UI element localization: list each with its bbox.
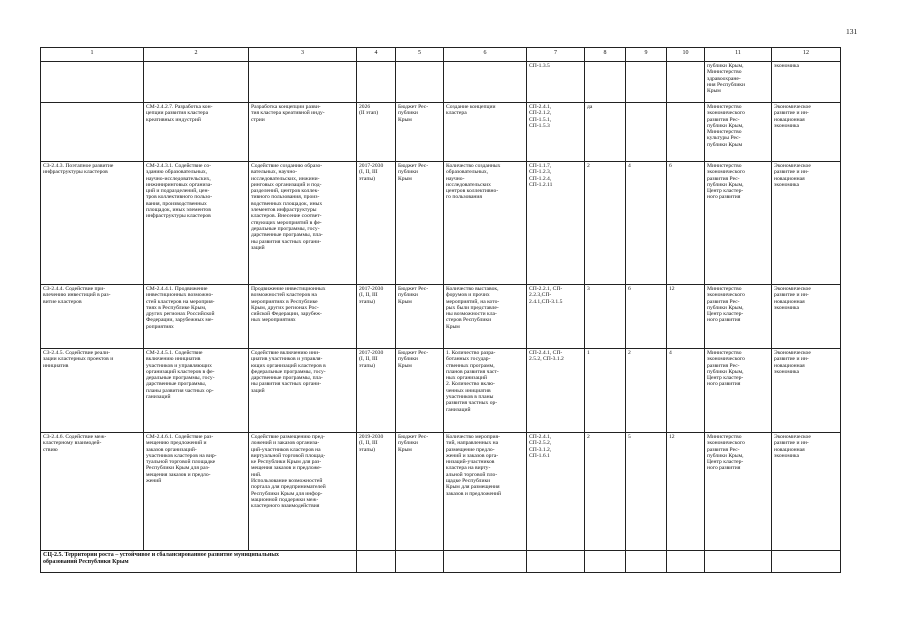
table-cell [527, 551, 585, 573]
table-cell: Министерство экономического развития Рес- публики Крым, Центр кластер- ного развития [705, 162, 772, 285]
table-cell: Количество мероприя- тий, направленных на размещение предло- жений и заказов орга- низаций-участников кластера на вирту- альной торговой пло- щадке Республики Крым для размещения заказов и предложений [444, 433, 527, 551]
table-cell [585, 551, 626, 573]
column-number: 4 [357, 48, 396, 62]
table-row [41, 103, 841, 162]
column-number: 7 [527, 48, 585, 62]
table-cell: СП-1.3.5 [527, 62, 585, 103]
table-cell: 4 [667, 349, 705, 433]
table-cell: СМ-2.4.6.1. Содействие раз- мещению предложений и заказов организаций- участников кластеров на вир- туальной торговой площадке Республики Крым для раз- мещения заказов и предло- жений [144, 433, 249, 551]
table-cell: Министерство экономического развития Рес- публики Крым, Центр кластер- ного развития [705, 433, 772, 551]
table-cell [249, 62, 357, 103]
column-number: 12 [772, 48, 841, 62]
table-cell: Бюджет Рес- публики Крым [396, 162, 444, 285]
table-cell: 2017-2030 (I, II, III этапы) [357, 162, 396, 285]
table-cell: 6 [667, 162, 705, 285]
table-cell: 6 [626, 285, 667, 349]
column-number: 10 [667, 48, 705, 62]
table-cell [41, 62, 144, 103]
table-cell [626, 103, 667, 162]
table-cell [667, 103, 705, 162]
table-cell: 2026 (II этап) [357, 103, 396, 162]
table-cell: Количество созданных образовательных, научно- исследовательских центров коллективно- го пользования [444, 162, 527, 285]
table-cell: Экономическое развитие и ин- новационная экономика [772, 162, 841, 285]
table-cell: Экономическое развитие и ин- новационная экономика [772, 433, 841, 551]
table-cell [357, 62, 396, 103]
column-number: 1 [41, 48, 144, 62]
table-cell: Экономическое развитие и ин- новационная экономика [772, 103, 841, 162]
table-cell: Министерство экономического развития Рес- публики Крым, Министерство культуры Рес- публики Крым [705, 103, 772, 162]
column-number: 8 [585, 48, 626, 62]
table-cell: Содействие созданию образо- вательных, научно- исследовательских, инжини- ринговых организаций и под- разделений, центров коллек- тивного пользования, произ- водственных площадок, иных элементов инфраструктуры кластеров. Внесение соответ- ствующих мероприятий в фе- деральные программы, госу- дарственные программы, пла- ны развития частных органи- заций [249, 162, 357, 285]
table-cell: Разработка концепции разви- тия кластера креативной инду- стрии [249, 103, 357, 162]
table-cell: Министерство экономического развития Рес- публики Крым, Центр кластер- ного развития [705, 349, 772, 433]
table-cell: Содействие размещению пред- ложений и заказов организа- ций-участников кластеров на виртуальной торговой площад- ке Республики Крым для раз- мещения заказов и предложе- ний. Использование возможностей портала для предпринимателей Республики Крым для инфор- мационной поддержки меж- кластерного взаимодействия [249, 433, 357, 551]
table-cell: СЗ-2.4.6. Содействие меж- кластерному взаимодей- ствию [41, 433, 144, 551]
table-cell: СМ-2.4.3.1. Содействие со- зданию образовательных, научно-исследовательских, инжиниринговых организа- ций и подразделений, цен- тров коллективного пользо- вания, производственных площадок, иных элементов инфраструктуры кластеров [144, 162, 249, 285]
table-row [41, 349, 841, 433]
table-cell [705, 551, 772, 573]
column-number: 5 [396, 48, 444, 62]
table-cell: СЗ-2.4.3. Поэтапное развитие инфраструктуры кластеров [41, 162, 144, 285]
table-cell [772, 551, 841, 573]
column-number-row [41, 48, 841, 62]
table-cell: СМ-2.4.5.1. Содействие включению инициатив участников и управляющих организаций кластеров в фе- деральные программы, госу- дарственные программы, планы развития частных ор- ганизаций [144, 349, 249, 433]
table-cell: 3 [585, 285, 626, 349]
table-cell: СМ-2.4.4.1. Продвижение инвестиционных возможно- стей кластеров на мероприя- тиях в Республике Крым, других регионах Российской Федерации, зарубежных ме- роприятиях [144, 285, 249, 349]
table-cell [667, 551, 705, 573]
table-cell: Содействие включению ини- циатив участников и управля- ющих организаций кластеров в федеральные программы, госу- дарственные программы, пла- ны развития частных органи- заций [249, 349, 357, 433]
table-cell: Экономическое развитие и ин- новационная экономика [772, 285, 841, 349]
table-cell: Бюджет Рес- публики Крым [396, 103, 444, 162]
table-cell: СП-2.4.1, СП-2.1.2, СП-1.5.1, СП-1.5.3 [527, 103, 585, 162]
table-cell: 2017-2030 (I, II, III этапы) [357, 349, 396, 433]
section-row [41, 551, 841, 573]
table-cell: СЗ-2.4.4. Содействие при- влечению инвестиций в раз- витие кластеров [41, 285, 144, 349]
table-row [41, 433, 841, 551]
table-cell: 2 [585, 433, 626, 551]
table-cell: 4 [626, 162, 667, 285]
table-cell: 2017-2030 (I, II, III этапы) [357, 285, 396, 349]
table-cell: Экономическое развитие и ин- новационная экономика [772, 349, 841, 433]
table-cell [626, 62, 667, 103]
table-row [41, 162, 841, 285]
table-cell [626, 551, 667, 573]
table-cell [41, 103, 144, 162]
table-cell: 1 [585, 349, 626, 433]
table-cell: Количество выставок, форумов и прочих мероприятий, на кото- рых были представле- ны возможности кла- стеров Республики Крым [444, 285, 527, 349]
table-cell [357, 551, 396, 573]
table-cell: СП-2.2.1, СП- 2.2.3,СП- 2.4.1,СП-3.1.5 [527, 285, 585, 349]
table-cell: да [585, 103, 626, 162]
table-cell: 1. Количество разра- ботанных государ- ственных программ, планов развития част- ных организаций 2. Количество вклю- ченных инициатив участников в планы развития частных ор- ганизаций [444, 349, 527, 433]
column-number: 6 [444, 48, 527, 62]
table-cell: Бюджет Рес- публики Крым [396, 433, 444, 551]
table-cell: экономика [772, 62, 841, 103]
table-cell: Бюджет Рес- публики Крым [396, 285, 444, 349]
table-cell: 12 [667, 433, 705, 551]
column-number: 3 [249, 48, 357, 62]
table-cell: СП-2.4.1, СП-2.5.2, СП-3.1.2, СП-1.6.1 [527, 433, 585, 551]
table-cell: 2019-2030 (I, II, III этапы) [357, 433, 396, 551]
section-title: СЦ-2.5. Территории роста – устойчивое и сбалансированное развитие муниципальных образований Республики Крым [41, 551, 357, 573]
table-cell: СП-2.4.1, СП- 2.5.2, СП-3.1.2 [527, 349, 585, 433]
column-number: 11 [705, 48, 772, 62]
strategy-table [40, 47, 841, 573]
table-cell: СП-1.1.7, СП-1.2.3, СП-1.2.4, СП-1.2.11 [527, 162, 585, 285]
table-cell: Создание концепции кластера [444, 103, 527, 162]
table-cell [396, 62, 444, 103]
column-number: 2 [144, 48, 249, 62]
column-number: 9 [626, 48, 667, 62]
table-cell [144, 62, 249, 103]
table-cell: 12 [667, 285, 705, 349]
table-cell: 5 [626, 433, 667, 551]
table-cell: СМ-2.4.2.7. Разработка кон- цепции развития кластера креативных индустрий [144, 103, 249, 162]
table-cell: Министерство экономического развития Рес- публики Крым, Центр кластер- ного развития [705, 285, 772, 349]
table-cell: 2 [626, 349, 667, 433]
table-cell: Бюджет Рес- публики Крым [396, 349, 444, 433]
table-row [41, 62, 841, 103]
table-cell [444, 62, 527, 103]
table-cell: 2 [585, 162, 626, 285]
table-row [41, 285, 841, 349]
table-cell [396, 551, 444, 573]
table-cell [444, 551, 527, 573]
table-cell: публики Крым, Министерство здравоохране- ния Республики Крым [705, 62, 772, 103]
table-cell [667, 62, 705, 103]
table-cell: СЗ-2.4.5. Содействие реали- зации кластерных проектов и инициатив [41, 349, 144, 433]
page-number: 131 [846, 27, 858, 36]
table-cell: Продвижение инвестиционных возможностей кластеров на мероприятиях в Республике Крым, других регионах Рос- сийской Федерации, зарубеж- ных мероприятиях [249, 285, 357, 349]
table-cell [585, 62, 626, 103]
